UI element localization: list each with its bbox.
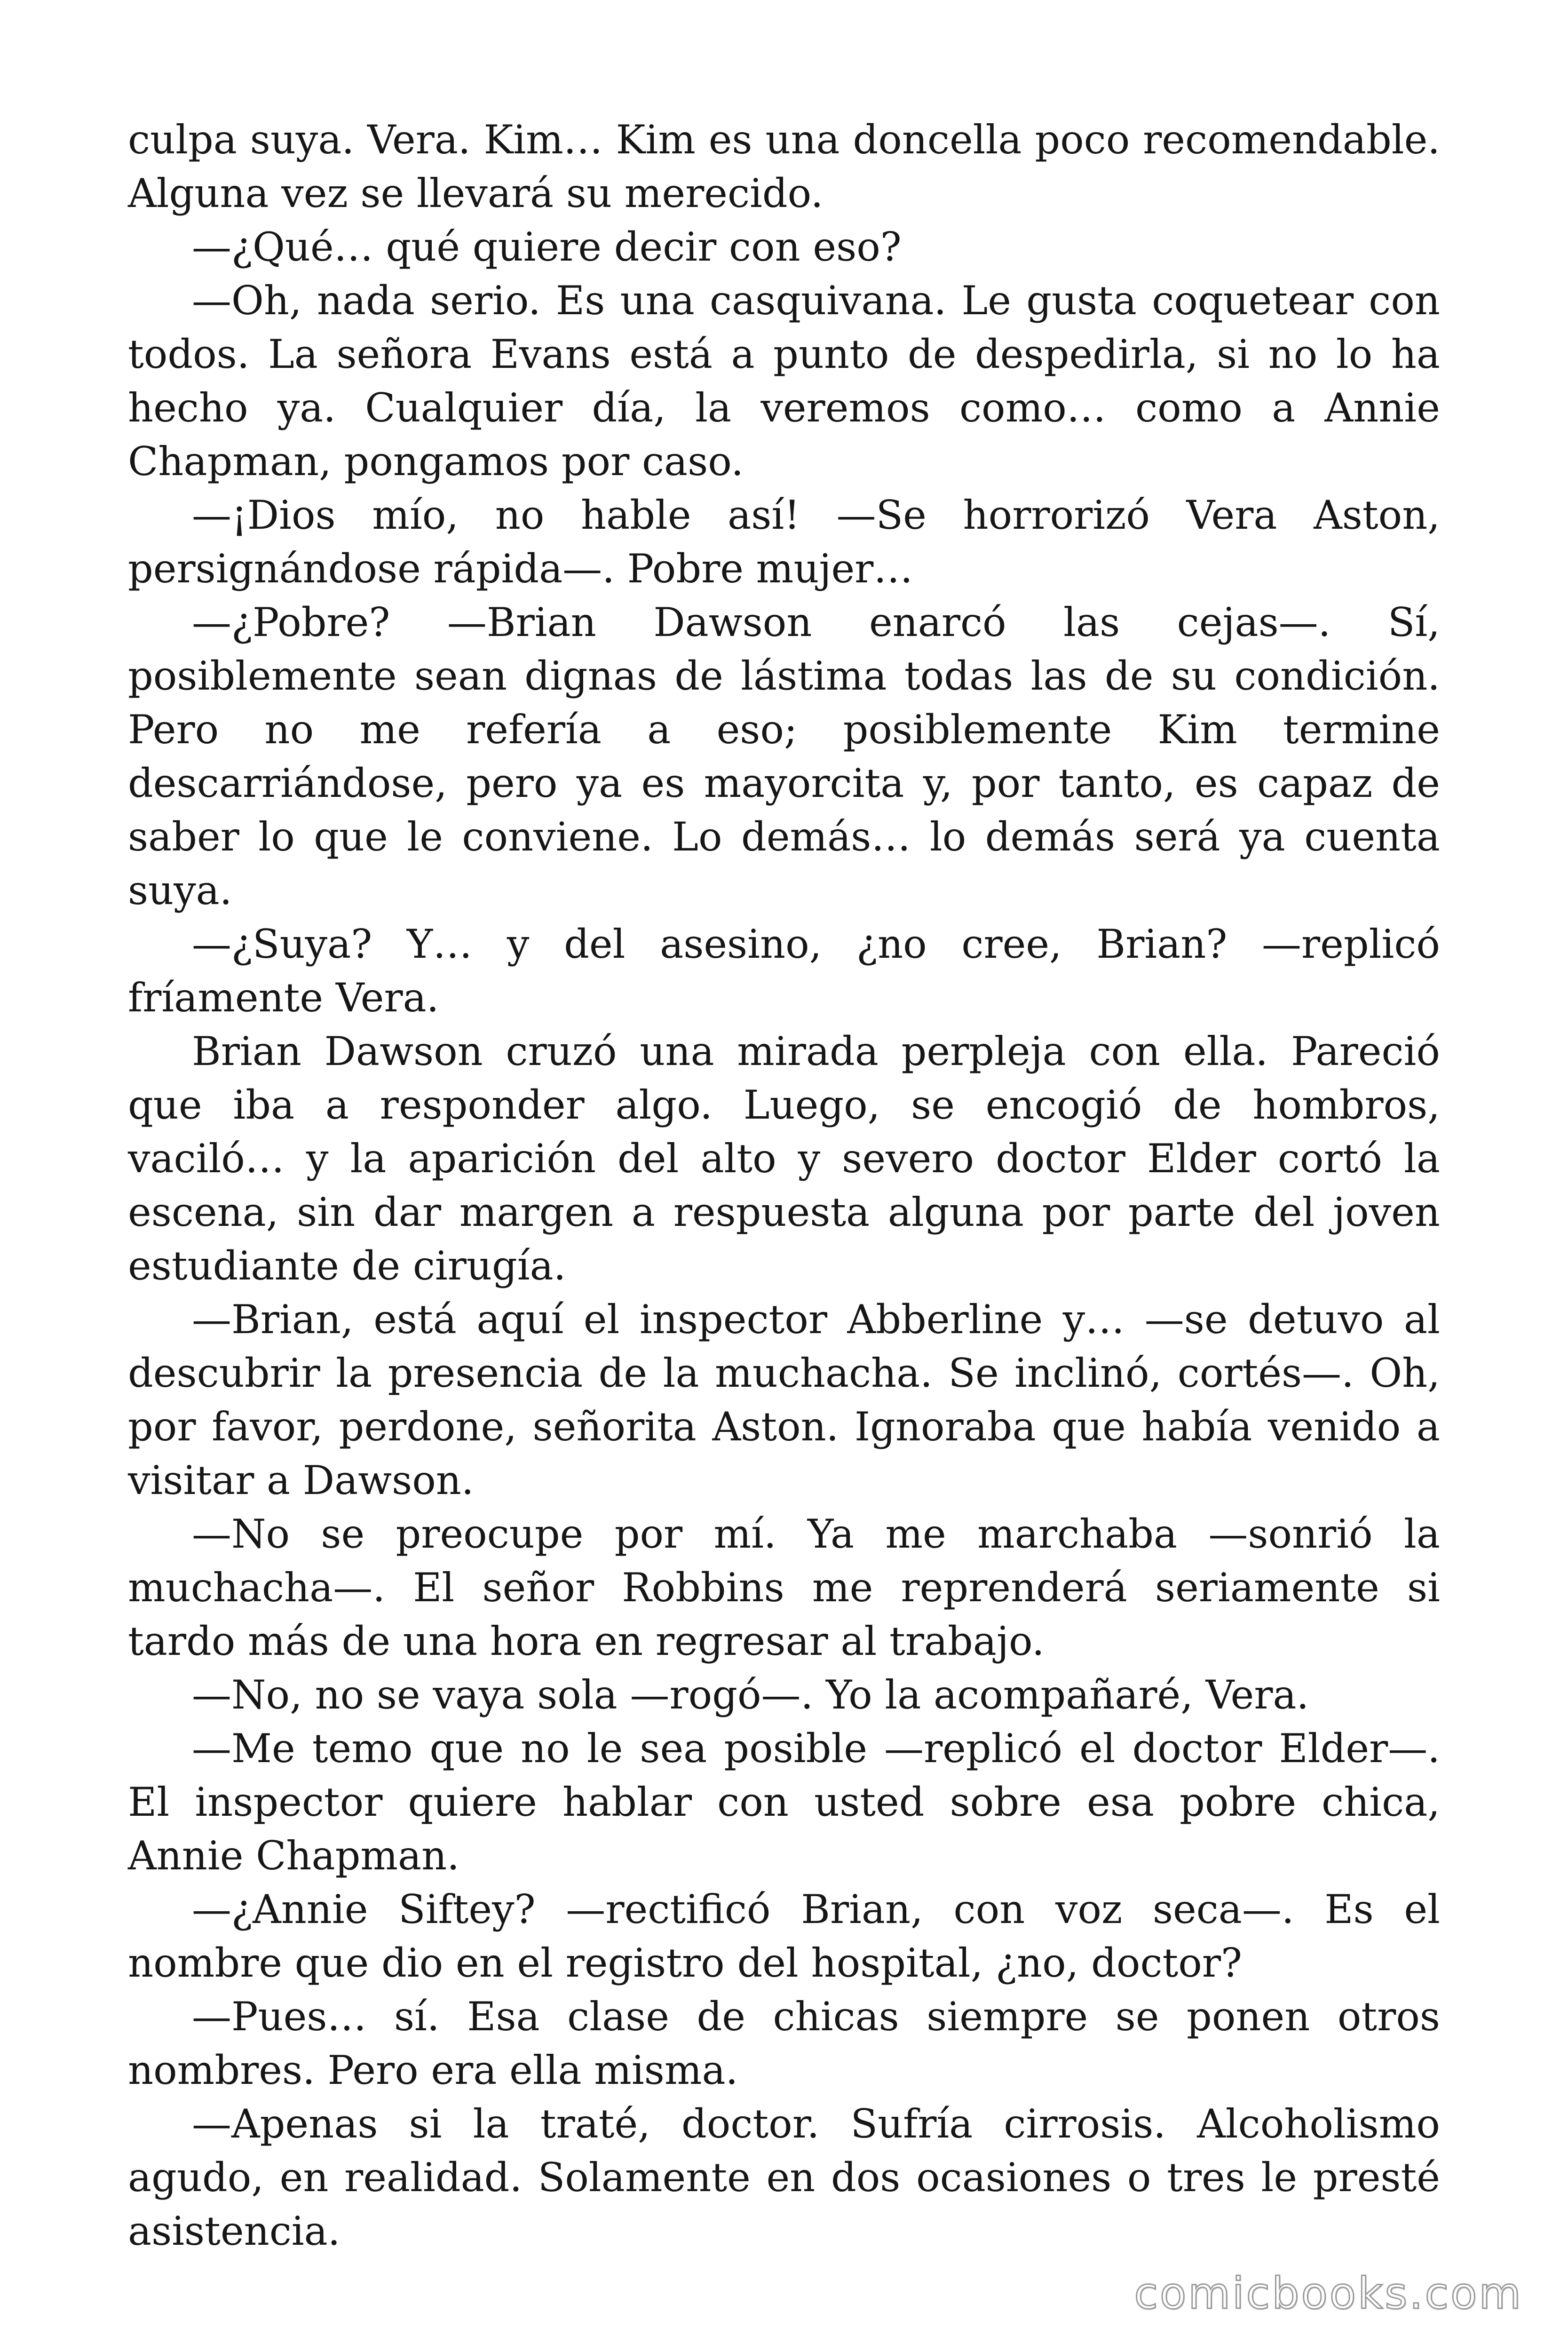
paragraph: —¿Qué… qué quiere decir con eso? — [192, 224, 902, 270]
paragraph: —¿Suya? Y… y del asesino, ¿no cree, Brian? —replicó fríamente Vera. — [128, 921, 1440, 1021]
paragraph: —Pues… sí. Esa clase de chicas siempre se ponen otros nombres. Pero era ella misma. — [128, 1994, 1440, 2093]
paragraph: —¿Annie Siftey? —rectificó Brian, con voz seca—. Es el nombre que dio en el registro del hospital, ¿no, doctor? — [128, 1886, 1440, 1986]
paragraph: —Oh, nada serio. Es una casquivana. Le gusta coquetear con todos. La señora Evans está a punto de despedirla, si no lo ha hecho ya. Cualquier día, la veremos como… como a Annie Chapman, pongamos por caso. — [128, 278, 1440, 485]
paragraph: —No se preocupe por mí. Ya me marchaba —sonrió la muchacha—. El señor Robbins me reprenderá seriamente si tardo más de una hora en regresar al trabajo. — [128, 1511, 1440, 1664]
paragraph: —¡Dios mío, no hable así! —Se horrorizó Vera Aston, persignándose rápida—. Pobre mujer… — [128, 492, 1440, 592]
paragraph: —Brian, está aquí el inspector Abberline y… —se detuvo al descubrir la presencia de la muchacha. Se inclinó, cortés—. Oh, por favor, perdone, señorita Aston. Ignoraba que había venido a visitar a Dawson. — [128, 1296, 1440, 1503]
paragraph: —No, no se vaya sola —rogó—. Yo la acompañaré, Vera. — [192, 1672, 1309, 1718]
paragraph: —Apenas si la traté, doctor. Sufría cirrosis. Alcoholismo agudo, en realidad. Solamente en dos ocasiones o tres le presté asistencia. — [128, 2101, 1440, 2254]
paragraph: culpa suya. Vera. Kim… Kim es una doncella poco recomendable. Alguna vez se llevará su merecido. — [128, 117, 1440, 216]
paragraph: Brian Dawson cruzó una mirada perpleja con ella. Pareció que iba a responder algo. Luego, se encogió de hombros, vaciló… y la aparición del alto y severo doctor Elder cortó la escena, sin dar margen a respuesta alguna por parte del joven estudiante de cirugía. — [128, 1028, 1440, 1289]
paragraph: —¿Pobre? —Brian Dawson enarcó las cejas—. Sí, posiblemente sean dignas de lástima todas las de su condición. Pero no me refería a eso; posiblemente Kim termine descarriándose, pero ya es mayorcita y, por tanto, es capaz de saber lo que le conviene. Lo demás… lo demás será ya cuenta suya. — [128, 599, 1440, 914]
book-page-text — [128, 113, 1440, 2258]
watermark-text: comicbooks.com — [1134, 2268, 1523, 2319]
paragraph: —Me temo que no le sea posible —replicó el doctor Elder—. El inspector quiere hablar con usted sobre esa pobre chica, Annie Chapman. — [128, 1725, 1440, 1879]
